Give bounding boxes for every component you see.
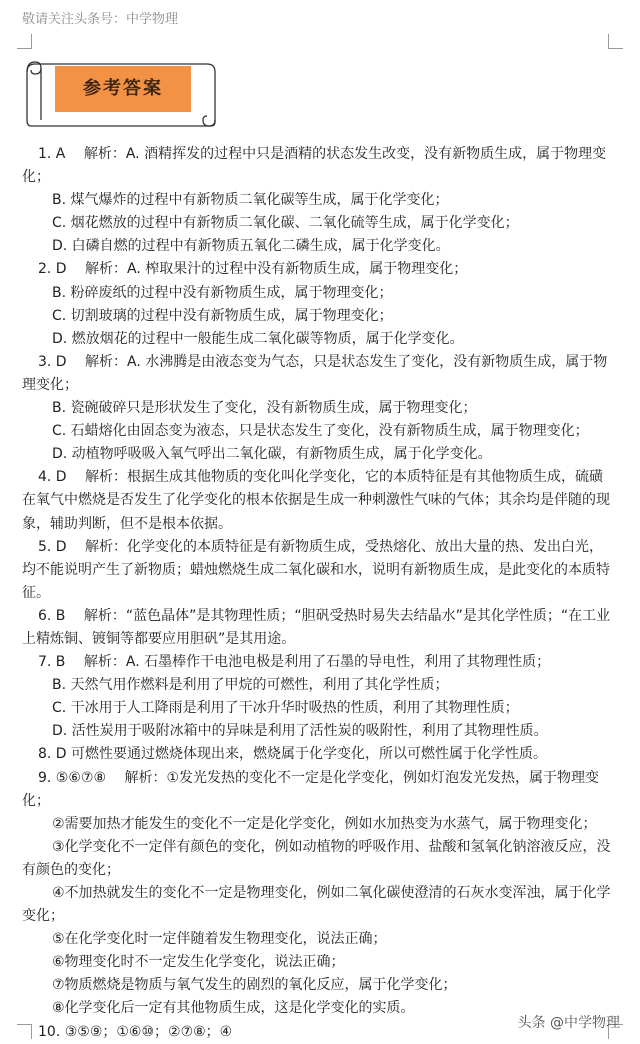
answer-line: 4. D 解析：根据生成其他物质的变化叫化学变化，它的本质特征是有其他物质生成，硫磺在氧气中燃烧是否发生了化学变化的根本依据是生成一种刺激性气味的气体；其余均是伴随的现象，辅助判断，但不是根本依据。 [22,469,610,532]
answer-sub-line: C. 干冰用于人工降雨是利用了干冰升华时吸热的性质，利用了其物理性质； [52,700,519,717]
answer-banner-title: 参考答案 [55,66,191,112]
answer-sub-line: C. 切割玻璃的过程中没有新物质生成，属于物理变化； [52,307,393,324]
answer-line: 7. B 解析：A. 石墨棒作干电池电极是利用了石墨的导电性，利用了其物理性质； [38,654,551,671]
answer-line: 10. ③⑤⑨；①⑥⑩；②⑦⑧；④ [38,1023,233,1040]
answer-sub-line: D. 白磷自燃的过程中有新物质五氧化二磷生成，属于化学变化。 [52,238,450,255]
answer-sub-line: ②需要加热才能发生的变化不一定是化学变化，例如水加热变为水蒸气，属于物理变化； [52,815,597,832]
crop-mark-top-right [608,34,623,49]
answer-sub-line: ⑤在化学变化时一定伴随着发生物理变化，说法正确； [52,931,387,948]
answer-sub-line: D. 活性炭用于吸附冰箱中的异味是利用了活性炭的吸附性，利用了其物理性质。 [52,723,548,740]
answer-banner [23,58,219,128]
answer-line: 3. D 解析：A. 水沸腾是由液态变为气态，只是状态发生了变化，没有新物质生成，属于物理变化； [22,353,608,393]
answer-line: 9. ⑤⑥⑦⑧ 解析：①发光发热的变化不一定是化学变化，例如灯泡发光发热，属于物理变化； [22,769,600,809]
answer-sub-line: ④不加热就发生的变化不一定是物理变化，例如二氧化碳使澄清的石灰水变浑浊，属于化学变化； [22,885,611,925]
answer-sub-line: B. 瓷碗破碎只是形状发生了变化，没有新物质生成，属于物理变化； [52,400,477,417]
answer-sub-line: B. 粉碎废纸的过程中没有新物质生成，属于物理变化； [52,284,393,301]
page-header: 敬请关注头条号：中学物理 [22,12,179,27]
answer-sub-line: B. 煤气爆炸的过程中有新物质二氧化碳等生成，属于化学变化； [52,192,449,209]
answer-line: 1. A 解析：A. 酒精挥发的过程中只是酒精的状态发生改变，没有新物质生成，属于物理变化； [22,146,607,186]
answer-body [22,143,612,1044]
answer-line: 5. D 解析：化学变化的本质特征是有新物质生成，受热熔化、放出大量的热、发出白光，均不能说明产生了新物质；蜡烛燃烧生成二氧化碳和水，说明有新物质生成，是此变化的本质特征。 [22,538,610,601]
answer-sub-line: D. 动植物呼吸吸入氧气呼出二氧化碳，有新物质生成，属于化学变化。 [52,446,492,463]
answer-sub-line: C. 石蜡熔化由固态变为液态，只是状态发生了变化，没有新物质生成，属于物理变化； [52,423,589,440]
answer-sub-line: B. 天然气用作燃料是利用了甲烷的可燃性，利用了其化学性质； [52,677,449,694]
crop-mark-top-left [17,34,32,49]
answer-sub-line: D. 燃放烟花的过程中一般能生成二氧化碳等物质，属于化学变化。 [52,330,464,347]
answer-sub-line: ⑧化学变化后一定有其他物质生成，这是化学变化的实质。 [52,1000,415,1017]
answer-line: 6. B 解析：“蓝色晶体”是其物理性质；“胆矾受热时易失去结晶水”是其化学性质；“在工业上精炼铜、镀铜等都要应用胆矾”是其用途。 [22,607,611,647]
answer-sub-line: ⑦物质燃烧是物质与氧气发生的剧烈的氧化反应，属于化学变化； [52,977,457,994]
answer-line: 8. D 可燃性要通过燃烧体现出来，燃烧属于化学变化，所以可燃性属于化学性质。 [38,746,548,763]
answer-sub-line: ③化学变化不一定伴有颜色的变化，例如动植物的呼吸作用、盐酸和氢氧化钠溶液反应，没有颜色的变化； [22,838,611,878]
answer-sub-line: C. 烟花燃放的过程中有新物质二氧化碳、二氧化硫等生成，属于化学变化； [52,215,519,232]
answer-sub-line: ⑥物理变化时不一定发生化学变化，说法正确； [52,954,345,971]
watermark: 头条 @中学物理 [517,1015,620,1031]
answer-line: 2. D 解析：A. 榨取果汁的过程中没有新物质生成，属于物理变化； [38,261,468,278]
